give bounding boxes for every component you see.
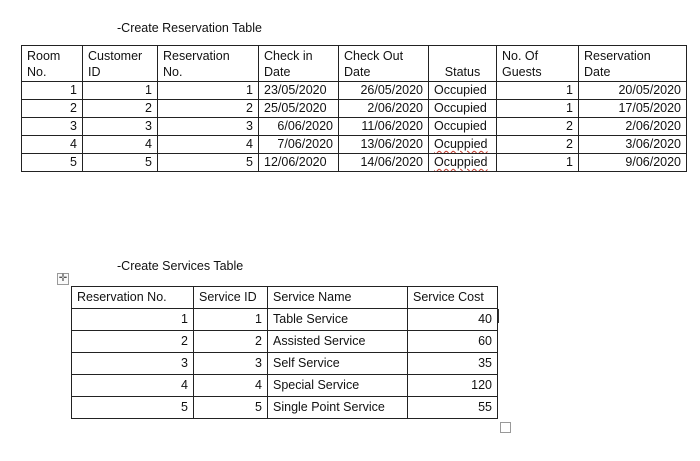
reservation-no-cell: 3: [158, 118, 259, 136]
room-no-cell: 5: [22, 154, 83, 172]
table-row: [72, 353, 498, 375]
move-arrows-icon[interactable]: ✛: [58, 273, 68, 284]
check-in-cell: 23/05/2020: [259, 82, 339, 100]
header-reservation-no: Reservation No.: [72, 287, 194, 309]
service-name-cell: Self Service: [268, 353, 408, 375]
reservation-date-cell: 9/06/2020: [579, 154, 687, 172]
check-out-cell: 26/05/2020: [339, 82, 429, 100]
header-service-name: Service Name: [268, 287, 408, 309]
reservation-date-cell: 3/06/2020: [579, 136, 687, 154]
service-name-cell: Assisted Service: [268, 331, 408, 353]
check-in-cell: 12/06/2020: [259, 154, 339, 172]
header-service-cost: Service Cost: [408, 287, 498, 309]
header-service-id: Service ID: [194, 287, 268, 309]
room-no-cell: 4: [22, 136, 83, 154]
customer-id-cell: 3: [83, 118, 158, 136]
check-out-cell: 14/06/2020: [339, 154, 429, 172]
guests-cell: 2: [497, 136, 579, 154]
status-cell: Occupied: [429, 118, 497, 136]
header-status: Status: [429, 46, 497, 82]
service-id-cell: 2: [194, 331, 268, 353]
reservation-header-row: [22, 46, 687, 82]
reservation-date-cell: 20/05/2020: [579, 82, 687, 100]
services-table: [71, 286, 498, 419]
table-row: [72, 309, 498, 331]
check-out-cell: 2/06/2020: [339, 100, 429, 118]
reservation-no-cell: 1: [158, 82, 259, 100]
services-header-row: [72, 287, 498, 309]
guests-cell: 1: [497, 82, 579, 100]
reservation-date-cell: 2/06/2020: [579, 118, 687, 136]
text-cursor: [498, 309, 499, 323]
reservation-date-cell: 17/05/2020: [579, 100, 687, 118]
reservation-no-cell: 5: [158, 154, 259, 172]
service-name-cell: Single Point Service: [268, 397, 408, 419]
header-room-no: Room No.: [22, 46, 83, 82]
check-out-cell: 13/06/2020: [339, 136, 429, 154]
service-cost-cell: 60: [408, 331, 498, 353]
header-check-in-date: Check in Date: [259, 46, 339, 82]
table-row: [22, 118, 687, 136]
service-cost-cell: 35: [408, 353, 498, 375]
header-check-out-date: Check Out Date: [339, 46, 429, 82]
table-row: [72, 397, 498, 419]
header-customer-id: Customer ID: [83, 46, 158, 82]
table-row: [72, 331, 498, 353]
service-id-cell: 4: [194, 375, 268, 397]
status-cell: Occupied: [429, 82, 497, 100]
check-out-cell: 11/06/2020: [339, 118, 429, 136]
customer-id-cell: 5: [83, 154, 158, 172]
status-spell-error: Ocuppied: [434, 137, 488, 151]
status-spell-error: Ocuppied: [434, 155, 488, 169]
reservation-no-cell: 1: [72, 309, 194, 331]
reservation-no-cell: 2: [158, 100, 259, 118]
table-row: [72, 375, 498, 397]
guests-cell: 1: [497, 100, 579, 118]
check-in-cell: 7/06/2020: [259, 136, 339, 154]
service-name-cell: Special Service: [268, 375, 408, 397]
service-name-cell: Table Service: [268, 309, 408, 331]
reservation-table-heading: -Create Reservation Table: [117, 21, 262, 35]
resize-square-icon[interactable]: [500, 422, 511, 433]
service-cost-cell: 55: [408, 397, 498, 419]
service-id-cell: 5: [194, 397, 268, 419]
reservation-no-cell: 5: [72, 397, 194, 419]
reservation-no-cell: 3: [72, 353, 194, 375]
header-no-of-guests: No. Of Guests: [497, 46, 579, 82]
guests-cell: 2: [497, 118, 579, 136]
table-row: [22, 100, 687, 118]
service-cost-cell: 40: [408, 309, 498, 331]
reservation-table: [21, 45, 687, 172]
header-reservation-date: Reservation Date: [579, 46, 687, 82]
customer-id-cell: 1: [83, 82, 158, 100]
customer-id-cell: 4: [83, 136, 158, 154]
table-row: [22, 82, 687, 100]
check-in-cell: 25/05/2020: [259, 100, 339, 118]
check-in-cell: 6/06/2020: [259, 118, 339, 136]
reservation-no-cell: 2: [72, 331, 194, 353]
table-row: [22, 136, 687, 154]
reservation-no-cell: 4: [158, 136, 259, 154]
service-id-cell: 3: [194, 353, 268, 375]
service-id-cell: 1: [194, 309, 268, 331]
table-row: [22, 154, 687, 172]
room-no-cell: 1: [22, 82, 83, 100]
services-table-heading: -Create Services Table: [117, 259, 244, 273]
customer-id-cell: 2: [83, 100, 158, 118]
status-cell: [429, 154, 497, 172]
room-no-cell: 2: [22, 100, 83, 118]
status-cell: Occupied: [429, 100, 497, 118]
service-cost-cell: 120: [408, 375, 498, 397]
status-cell: [429, 136, 497, 154]
header-reservation-no: Reservation No.: [158, 46, 259, 82]
room-no-cell: 3: [22, 118, 83, 136]
guests-cell: 1: [497, 154, 579, 172]
reservation-no-cell: 4: [72, 375, 194, 397]
